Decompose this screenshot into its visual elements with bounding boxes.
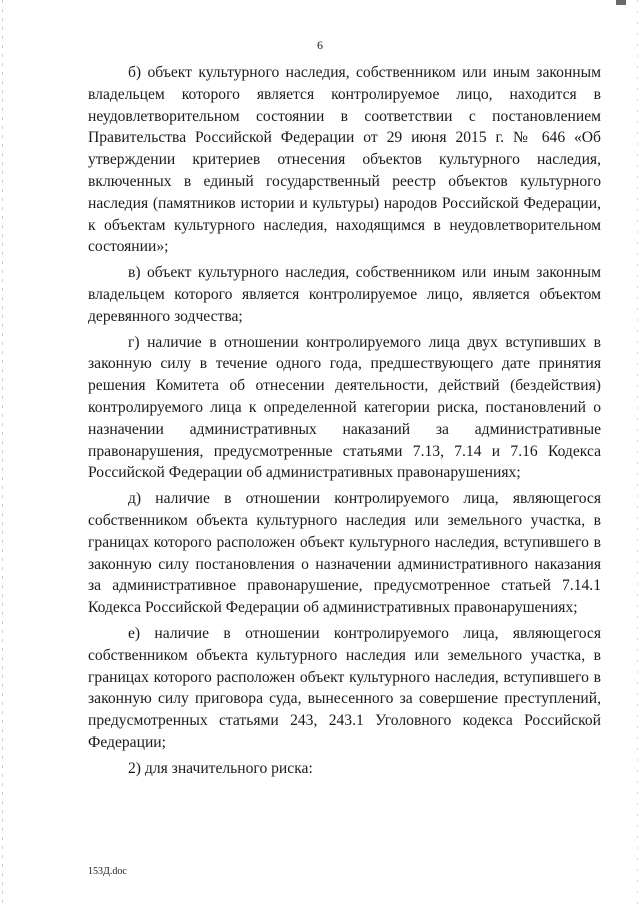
page-number: 6 [317, 38, 323, 52]
paragraph-v: в) объект культурного наследия, собственником или иным законным владельцем которого является контролируемое лицо, является объектом деревянного зодчества; [88, 264, 601, 325]
paragraph-g: г) наличие в отношении контролируемого лица двух вступивших в законную силу в течение одного года, предшествующего дате принятия решения Комитета об отнесении деятельности, действий (бездействия) контролируемого лица к определенной категории риска, постановлений о назначении административных наказаний за административные правонарушения, предусмотренные статьями 7.13, 7.14 и 7.16 Кодекса Российской Федерации об административных правонарушениях; [88, 333, 601, 482]
footer-filename: 153Д.doc [88, 866, 127, 877]
scan-mark [616, 0, 626, 5]
document-body [88, 62, 601, 784]
paragraph-d: д) наличие в отношении контролируемого лица, являющегося собственником объекта культурного наследия или земельного участка, в границах которого расположен объект культурного наследия, вступившего в законную силу постановления о назначении административного наказания за административное правонарушение, предусмотренное статьей 7.14.1 Кодекса Российской Федерации об административных правонарушениях; [88, 490, 601, 617]
paragraph-e: е) наличие в отношении контролируемого лица, являющегося собственником объекта культурного наследия или земельного участка, в границах которого расположен объект культурного наследия, вступившего в законную силу приговора суда, вынесенного за совершение преступлений, предусмотренных статьями 243, 243.1 Уголовного кодекса Российской Федерации; [88, 624, 601, 751]
paragraph-2: 2) для значительного риска: [128, 759, 313, 777]
scan-edge-left [2, 0, 3, 905]
paragraph-b: б) объект культурного наследия, собственником или иным законным владельцем которого является контролируемое лицо, находится в неудовлетворительном состоянии в соответствии с постановлением Правительства Российской Федерации от 29 июня 2015 г. № 646 «Об утверждении критериев отнесения объектов культурного наследия, включенных в единый государственный реестр объектов культурного наследия (памятников истории и культуры) народов Российской Федерации, к объектам культурного наследия, находящимся в неудовлетворительном состоянии»; [88, 64, 601, 256]
scan-edge-right [637, 0, 638, 905]
